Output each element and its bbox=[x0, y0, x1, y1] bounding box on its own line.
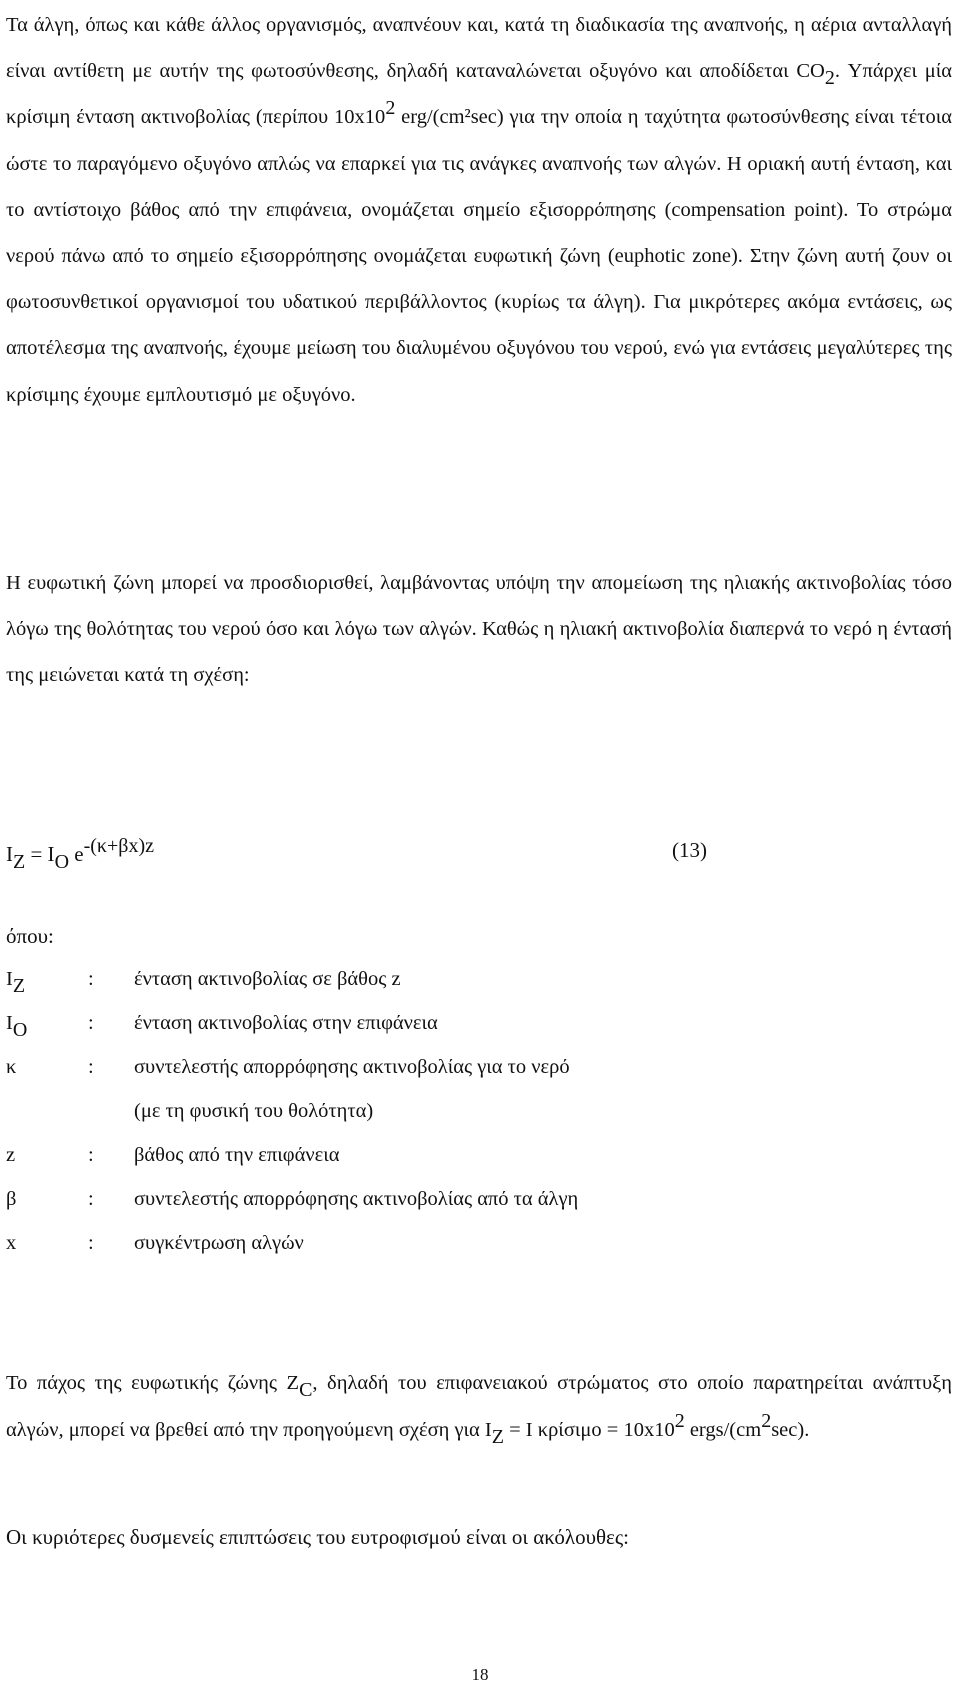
subscript: O bbox=[54, 851, 70, 873]
paragraph-eutrophication-effects: Οι κυριότερες δυσμενείς επιπτώσεις του ευτροφισμού είναι οι ακόλουθες: bbox=[6, 1525, 630, 1549]
definition-text: ένταση ακτινοβολίας στην επιφάνεια bbox=[134, 1012, 438, 1034]
equation-13 bbox=[6, 835, 154, 873]
text-run: ergs/(cm bbox=[684, 1418, 762, 1441]
subscript: O bbox=[12, 1019, 28, 1041]
superscript: -(κ+βx)z bbox=[83, 835, 154, 857]
subscript: Z bbox=[12, 975, 26, 997]
page-number: 18 bbox=[471, 1665, 489, 1684]
text-run: , δηλαδή του επιφανειακού στρώματος στο οποίο παρατηρείται ανάπτυξη αλγών, μπορεί να βρεθεί από την προηγούμενη σχέση για I bbox=[6, 1372, 952, 1441]
paragraph-euphotic-thickness bbox=[6, 1360, 952, 1453]
equation-number: (13) bbox=[672, 838, 707, 862]
definition-colon: : bbox=[88, 968, 94, 990]
symbol-text: κ bbox=[6, 1056, 17, 1078]
text-run: sec). bbox=[771, 1418, 810, 1441]
subscript: Z bbox=[491, 1425, 504, 1448]
definition-text: ένταση ακτινοβολίας σε βάθος z bbox=[134, 968, 401, 990]
definition-symbol bbox=[6, 1188, 66, 1211]
symbol-text: β bbox=[6, 1188, 17, 1210]
paragraph-respiration bbox=[6, 2, 952, 418]
definition-text: βάθος από την επιφάνεια bbox=[134, 1144, 340, 1166]
paragraph-euphotic-zone: Η ευφωτική ζώνη μπορεί να προσδιορισθεί, λαμβάνοντας υπόψη την απομείωση της ηλιακής ακτινοβολίας τόσο λόγω της θολότητας του νερού όσο και λόγω των αλγών. Καθώς η ηλιακή ακτινοβολία διαπερνά το νερό η έντασή της μειώνεται κατά τη σχέση: bbox=[6, 572, 952, 687]
definition-text: συγκέντρωση αλγών bbox=[134, 1232, 304, 1254]
symbol-text: x bbox=[6, 1232, 17, 1254]
eq-lhs: I bbox=[6, 842, 13, 866]
definition-symbol bbox=[6, 1144, 66, 1167]
eq-text: e bbox=[69, 842, 84, 866]
subscript: C bbox=[299, 1379, 313, 1401]
text-run: = I κρίσιμο = 10x10 bbox=[503, 1418, 675, 1441]
text-run: erg/(cm²sec) για την οποία η ταχύτητα φωτοσύνθεσης είναι τέτοια ώστε το παραγόμενο οξυγόνο απλώς να επαρκεί για τις ανάγκες αναπνοής των αλγών. Η οριακή αυτή ένταση, και το αντίστοιχο βάθος από την επιφάνεια, ονομάζεται σημείο εξισορρόπησης (compensation point). Το στρώμα νερού πάνω από το σημείο εξισορρόπησης ονομάζεται ευφωτική ζώνη (euphotic zone). Στην ζώνη αυτή ζουν οι φωτοσυνθετικοί οργανισμοί του υδατικού περιβάλλοντος (κυρίως τα άλγη). Για μικρότερες ακόμα εντάσεις, ως αποτέλεσμα της αναπνοής, έχουμε μείωση του διαλυμένου οξυγόνου του νερού, ενώ για εντάσεις μεγαλύτερες της κρίσιμης έχουμε εμπλουτισμό με οξυγόνο. bbox=[6, 106, 952, 406]
definition-colon: : bbox=[88, 1012, 94, 1034]
definition-colon: : bbox=[88, 1232, 94, 1254]
subscript: 2 bbox=[824, 67, 835, 90]
definition-text: συντελεστής απορρόφησης ακτινοβολίας από τα άλγη bbox=[134, 1188, 579, 1210]
eq-text: = I bbox=[25, 842, 55, 866]
superscript: 2 bbox=[761, 1409, 772, 1432]
superscript: 2 bbox=[385, 97, 396, 120]
definition-colon: : bbox=[88, 1144, 94, 1166]
definition-symbol bbox=[6, 1232, 66, 1255]
symbol-text: I bbox=[6, 968, 13, 990]
definition-colon: : bbox=[88, 1056, 94, 1078]
text-run: . Υπάρχει μία κρίσιμη ένταση ακτινοβολίας (περίπου 10x10 bbox=[6, 60, 952, 129]
definition-symbol bbox=[6, 968, 66, 997]
definition-symbol bbox=[6, 1056, 66, 1079]
definition-text: συντελεστής απορρόφησης ακτινοβολίας για το νερό bbox=[134, 1056, 570, 1078]
definition-symbol bbox=[6, 1012, 66, 1041]
text-run: Τα άλγη, όπως και κάθε άλλος οργανισμός, αναπνέουν και, κατά τη διαδικασία της αναπνοής, η αέρια ανταλλαγή είναι αντίθετη με αυτήν της φωτοσύνθεσης, δηλαδή καταναλώνεται οξυγόνο και αποδίδεται CO bbox=[6, 14, 952, 83]
where-label: όπου: bbox=[6, 924, 54, 948]
symbol-text: z bbox=[6, 1144, 16, 1166]
superscript: 2 bbox=[674, 1409, 685, 1432]
definition-colon: : bbox=[88, 1188, 94, 1210]
symbol-text: I bbox=[6, 1012, 13, 1034]
definition-text: (με τη φυσική του θολότητα) bbox=[134, 1100, 374, 1122]
text-run: Το πάχος της ευφωτικής ζώνης Z bbox=[6, 1372, 300, 1394]
subscript: Z bbox=[13, 851, 26, 873]
